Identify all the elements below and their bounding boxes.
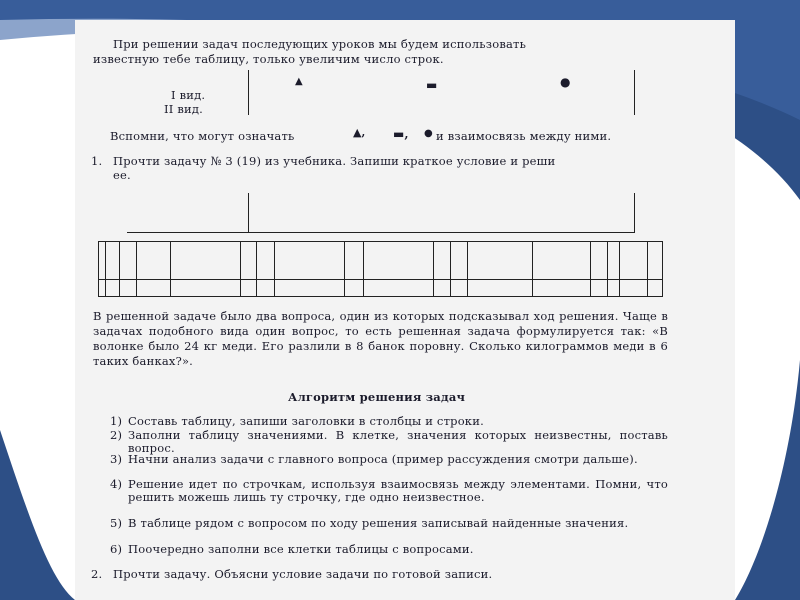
remember-arrow-icon: ▲,	[353, 126, 366, 139]
task2-text: Прочти задачу. Объясни условие задачи по готовой записи.	[113, 567, 493, 581]
step-number-3: 3)	[110, 452, 123, 466]
intro-line-2: известную тебе таблицу, только увеличим число строк.	[93, 52, 444, 66]
step-number-2: 2)	[110, 428, 123, 442]
step-text-4: Решение идет по строчкам, используя взаимосвязь между элементами. Помни, что решить можешь лишь ту строчку, где одно неизвестное.	[128, 477, 668, 504]
step-number-5: 5)	[110, 516, 123, 530]
table-row-label-1: I вид.	[171, 88, 206, 102]
task2-number: 2.	[91, 567, 103, 581]
step-number-6: 6)	[110, 542, 123, 556]
step-number-4: 4)	[110, 477, 123, 491]
algorithm-title: Алгоритм решения задач	[288, 390, 466, 404]
task1-line-1: Прочти задачу № 3 (19) из учебника. Запиши краткое условие и реши	[113, 154, 556, 168]
task1-number: 1.	[91, 154, 103, 168]
intro-line-1: При решении задач последующих уроков мы будем использовать	[113, 37, 527, 51]
remember-dot-icon: ●	[424, 128, 433, 139]
table-row-label-2: II вид.	[164, 102, 204, 116]
minus-bar-icon: ▬	[426, 78, 438, 92]
dot-icon: ●	[560, 75, 571, 89]
step-text-1: Составь таблицу, запиши заголовки в столбцы и строки.	[128, 414, 484, 428]
explanation-paragraph: В решенной задаче было два вопроса, один из которых подсказывал ход решения. Чаще в задачах подобного вида один вопрос, то есть решенная задача формулируется так: «В волонке было 24 кг меди. Его разлили в 8 банок поровну. Сколько килограммов меди в 6 таких банках?».	[93, 309, 668, 368]
step-text-6: Поочередно заполни все клетки таблицы с вопросами.	[128, 542, 474, 556]
remember-suffix: и взаимосвязь между ними.	[436, 129, 612, 143]
task1-line-2: ее.	[113, 168, 131, 182]
remember-text: Вспомни, что могут означать	[110, 129, 295, 143]
step-text-3: Начни анализ задачи с главного вопроса (пример рассуждения смотри дальше).	[128, 452, 638, 466]
step-number-1: 1)	[110, 414, 123, 428]
remember-minus-icon: ▬,	[393, 127, 409, 141]
step-text-2: Заполни таблицу значениями. В клетке, значения которых неизвестны, поставь вопрос.	[128, 428, 668, 455]
arrow-triangle-icon: ▲	[295, 76, 303, 87]
squared-grid	[98, 241, 663, 297]
step-text-5: В таблице рядом с вопросом по ходу решения записывай найденные значения.	[128, 516, 629, 530]
